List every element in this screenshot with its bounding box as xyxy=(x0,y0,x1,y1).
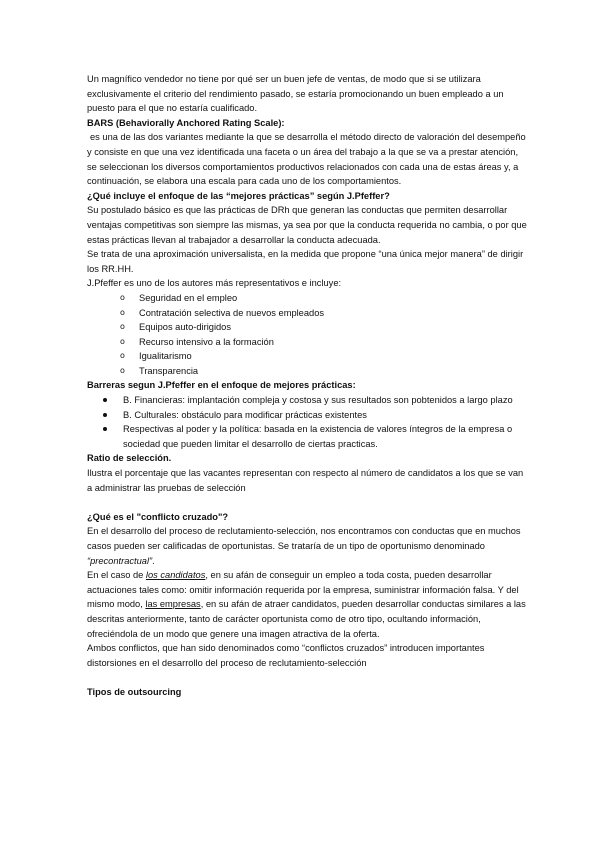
barreras-list xyxy=(87,393,527,451)
list-item: Respectivas al poder y la política: basada en la existencia de valores íntegros de la empresa o sociedad que pueden limitar el desarrollo de ciertas practicas. xyxy=(87,422,527,451)
bars-heading: BARS (Behaviorally Anchored Rating Scale): xyxy=(87,117,285,128)
pfeffer-heading: ¿Qué incluye el enfoque de las “mejores prácticas” según J.Pfeffer? xyxy=(87,190,390,201)
practices-list xyxy=(87,291,527,379)
text-run: En el desarrollo del proceso de reclutamiento-selección, nos encontramos con conductas que en muchos casos pueden ser calificadas de oportunistas. Se trataría de un tipo de oportunismo denominado xyxy=(87,526,521,551)
list-item: o Seguridad en el empleo xyxy=(87,291,527,306)
list-item: o Transparencia xyxy=(87,364,527,379)
spacer xyxy=(87,495,527,510)
conflicto-paragraph-1 xyxy=(87,524,527,568)
list-item: B. Financieras: implantación compleja y costosa y sus resultados son pobtenidos a largo plazo xyxy=(87,393,527,408)
pfeffer-paragraph-2: Se trata de una aproximación universalista, en la medida que propone “una única mejor manera” de dirigir los RR.HH. xyxy=(87,249,524,274)
document-page xyxy=(87,72,527,700)
list-item: o Igualitarismo xyxy=(87,349,527,364)
bars-paragraph: es una de las dos variantes mediante la que se desarrolla el método directo de valoración del desempeño y consiste en que una vez identificada una faceta o un área del trabajo a la que se va a prestar atención, se seleccionan los diversos comportamientos productivos relacionados con cada una de estas áreas y, a continuación, se elabora una escala para cada uno de los comportamientos. xyxy=(87,132,526,187)
text-run: , en su afán de atraer candidatos, pueden desarrollar conductas similares a las descritas anteriormente, tanto de carácter oportunista como de otro tipo, ocultando información, ofreciéndola de un modo que genere una imagen atractiva de la oferta. xyxy=(87,599,526,639)
text-run: . xyxy=(152,555,155,566)
list-item: o Contratación selectiva de nuevos empleados xyxy=(87,306,527,321)
text-run: En el caso de xyxy=(87,570,146,581)
pfeffer-paragraph-3: J.Pfeffer es uno de los autores más representativos e incluye: xyxy=(87,278,342,289)
underlined-text: las empresas xyxy=(145,599,201,610)
spacer xyxy=(87,670,527,685)
list-item: o Recurso intensivo a la formación xyxy=(87,335,527,350)
emphasis-text: los candidatos xyxy=(145,570,206,581)
pfeffer-paragraph-1: Su postulado básico es que las prácticas de DRh que generan las conductas que permiten desarrollar ventajas competitivas son siempre las mismas, ya sea por que la conducta requerida no cambia, o por que estas prácticas llevan al trabajador a desarrollar la conducta adecuada. xyxy=(87,205,527,245)
conflicto-paragraph-2 xyxy=(87,568,527,641)
outsourcing-heading: Tipos de outsourcing xyxy=(87,686,182,697)
emphasis-text: “precontractual” xyxy=(87,555,153,566)
ratio-heading: Ratio de selección. xyxy=(87,453,172,464)
list-item: o Equipos auto-dirigidos xyxy=(87,320,527,335)
barreras-heading: Barreras segun J.Pfeffer en el enfoque de mejores prácticas: xyxy=(87,380,356,391)
intro-paragraph: Un magnífico vendedor no tiene por qué ser un buen jefe de ventas, de modo que si se utilizara exclusivamente el criterio del rendimiento pasado, se estaría promocionando un buen empleado a un puesto para el que no estaría cualificado. xyxy=(87,74,504,114)
list-item: B. Culturales: obstáculo para modificar prácticas existentes xyxy=(87,408,527,423)
ratio-paragraph: Ilustra el porcentaje que las vacantes representan con respecto al número de candidatos a los que se van a administrar las pruebas de selección xyxy=(87,468,524,493)
conflicto-paragraph-3: Ambos conflictos, que han sido denominados como “conflictos cruzados” introducen importantes distorsiones en el desarrollo del proceso de reclutamiento-selección xyxy=(87,643,485,668)
conflicto-heading: ¿Qué es el "conflicto cruzado"? xyxy=(87,511,229,522)
text-run: , en su afán de conseguir un empleo a toda costa, pueden desarrollar actuaciones tales como: omitir información requerida por la empresa, suministrar información falsa. Y del mismo modo, xyxy=(87,570,519,610)
